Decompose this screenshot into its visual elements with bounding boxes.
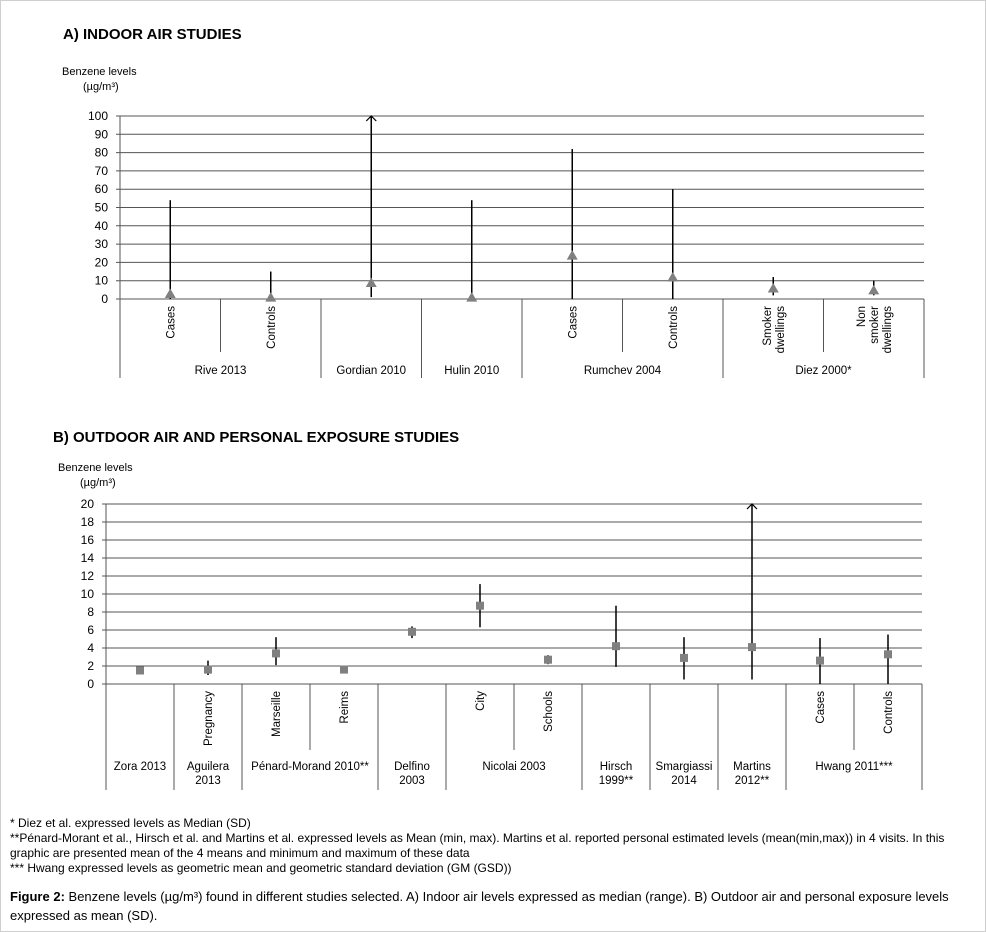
group-label: Zora 2013 [113,761,167,773]
group-label: Smargiassi [655,761,713,773]
y-axis-label: Benzene levels [62,66,137,78]
group-label: 2003 [399,775,425,787]
category-sub-label: dwellings [881,306,894,354]
y-tick-label: 90 [94,127,108,142]
group-label: Nicolai 2003 [482,761,546,773]
y-tick-label: 20 [80,497,94,511]
median-marker [165,289,176,299]
y-tick-label: 14 [80,551,94,565]
category-sub-label: Marseille [271,691,283,738]
y-tick-label: 100 [87,109,108,123]
group-label: Hirsch [599,761,633,773]
chart-indoor-air [62,26,924,378]
group-label: Pénard-Morand 2010** [251,761,369,773]
footnotes [10,816,970,876]
group-label: 2014 [671,775,697,787]
category-sub-label: Controls [883,691,895,734]
group-label: Hulin 2010 [444,365,500,377]
mean-marker [476,602,484,610]
y-tick-label: 80 [94,145,108,160]
mean-marker [884,650,892,658]
y-tick-label: 0 [101,292,108,306]
mean-marker [136,667,144,675]
category-sub-label: Cases [815,691,827,724]
mean-marker [612,642,620,650]
mean-marker [272,649,280,657]
category-sub-label: Cases [165,306,178,339]
mean-marker [204,666,212,674]
group-label: 2013 [195,775,221,787]
chart-title: B) OUTDOOR AIR AND PERSONAL EXPOSURE STUDIES [53,429,460,446]
footnote-2: **Pénard-Morant et al., Hirsch et al. and Martins et al. expressed levels as Mean (min, max). Martins et al. reported personal estimated levels (mean(min,max)) in 4 visits. In this graphic are presented mean of the 4 means and minimum and maximum of these data [10,831,945,860]
median-marker [667,272,678,282]
y-tick-label: 10 [94,273,108,288]
category-sub-label: Smoker [761,306,774,346]
category-sub-label: Controls [265,306,278,349]
footnote-1: * Diez et al. expressed levels as Median (SD) [10,816,251,830]
group-label: Aguilera [186,761,230,773]
chart-title: A) INDOOR AIR STUDIES [63,26,242,43]
y-tick-label: 8 [87,605,94,619]
y-tick-label: 0 [87,677,94,691]
mean-marker [408,628,416,636]
footnote-3: *** Hwang expressed levels as geometric mean and geometric standard deviation (GM (GSD)) [10,861,512,875]
y-tick-label: 40 [94,218,108,233]
figure-caption [10,887,978,925]
category-sub-label: Pregnancy [203,691,215,746]
group-label: Rive 2013 [194,365,247,377]
y-tick-label: 4 [87,641,94,655]
y-tick-label: 70 [94,163,108,178]
category-sub-label: City [475,691,487,711]
median-marker [868,285,879,295]
group-label: Hwang 2011*** [815,761,893,773]
group-label: 1999** [598,775,634,787]
caption-label: Figure 2: [10,889,65,904]
mean-marker [748,643,756,651]
y-tick-label: 6 [87,623,94,637]
category-sub-label: Non [855,306,868,328]
group-label: Martins [733,761,771,773]
median-marker [366,278,377,288]
median-marker [768,283,779,293]
y-tick-label: 50 [94,200,108,215]
y-tick-label: 30 [94,237,108,252]
y-tick-label: 18 [80,515,94,529]
group-label: Rumchev 2004 [583,365,662,377]
mean-marker [340,666,348,674]
median-marker [265,292,276,302]
y-tick-label: 10 [80,587,94,601]
y-axis-unit: (µg/m³) [80,477,116,489]
category-sub-label: Controls [667,306,680,349]
y-tick-label: 12 [80,569,94,583]
group-label: 2012** [734,775,770,787]
y-axis-unit: (µg/m³) [83,81,119,93]
group-label: Diez 2000* [795,365,852,377]
category-sub-label: dwellings [774,306,787,354]
y-tick-label: 2 [87,659,94,673]
category-sub-label: Schools [543,691,555,732]
group-label: Delfino [394,761,430,773]
category-sub-label: Cases [567,306,580,339]
y-tick-label: 60 [94,182,108,197]
y-tick-label: 20 [94,255,108,270]
y-tick-label: 16 [80,533,94,547]
median-marker [466,292,477,302]
chart-outdoor-air [53,429,922,790]
caption-text: Benzene levels (µg/m³) found in different studies selected. A) Indoor air levels expressed as median (range). B) Outdoor air and personal exposure levels expressed as mean (SD). [10,889,949,923]
mean-marker [816,657,824,665]
median-marker [567,250,578,259]
category-sub-label: Reims [339,691,351,724]
y-axis-label: Benzene levels [58,462,133,474]
category-sub-label: smoker [868,306,881,344]
mean-marker [544,656,552,664]
group-label: Gordian 2010 [336,365,407,377]
mean-marker [680,654,688,662]
